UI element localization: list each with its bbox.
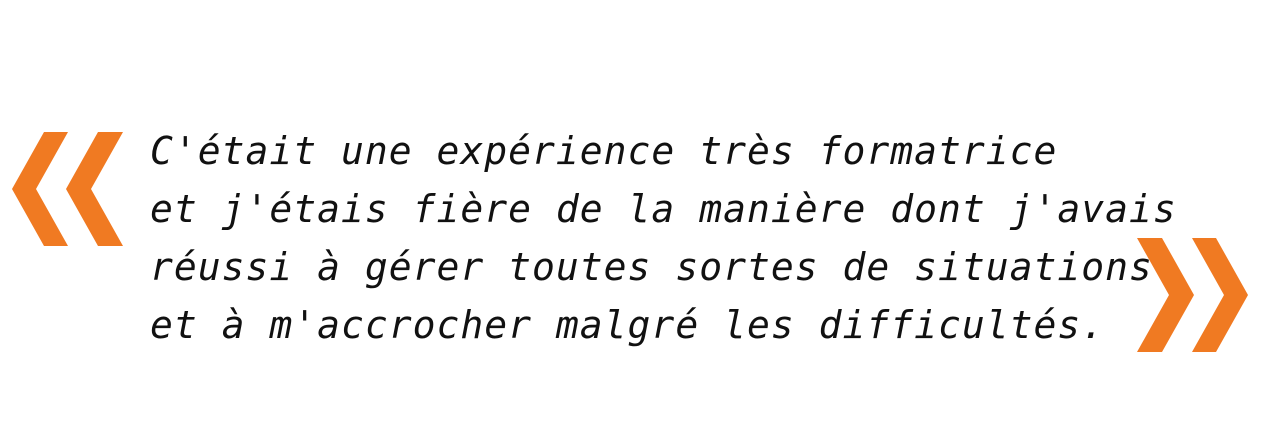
closing-quote-chevron-outer [1192,238,1248,352]
quote-line-1: C'était une expérience très formatrice [150,129,1058,173]
quote-line-4: et à m'accrocher malgré les difficultés. [150,303,1106,347]
quote-text [150,122,1177,354]
quote-line-2: et j'étais fière de la manière dont j'avais [150,187,1177,231]
opening-quote-chevron-inner [66,132,123,246]
quote-line-3: réussi à gérer toutes sortes de situations [150,245,1153,289]
closing-quote-chevron-inner [1137,238,1194,352]
closing-quote-chevron-icon [1134,238,1250,352]
opening-quote-chevron-outer [12,132,68,246]
opening-quote-chevron-icon [10,132,126,246]
